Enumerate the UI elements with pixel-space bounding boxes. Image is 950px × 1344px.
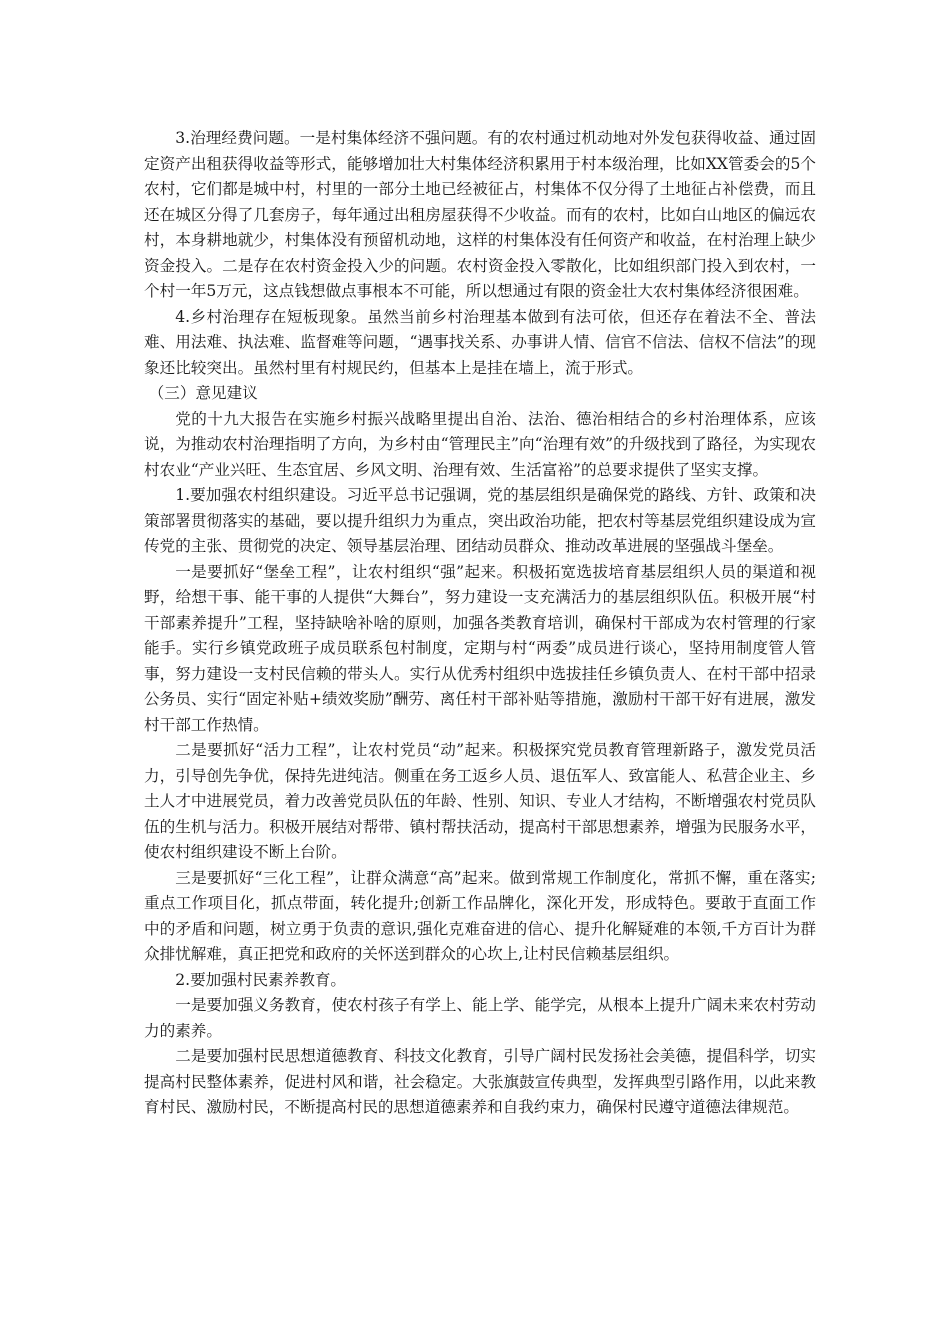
paragraph-fortress-project: 一是要抓好“堡垒工程”，让农村组织“强”起来。积极拓宽选拔培育基层组织人员的渠道和视野，给想干事、能干事的人提供“大舞台”，努力建设一支充满活力的基层组织队伍。积极开展“村干部素养提升”工程，坚持缺啥补啥的原则，加强各类教育培训，确保村干部成为农村管理的行家能手。实行乡镇党政班子成员联系包村制度，定期与村“两委”成员进行谈心，坚持用制度管人管事，努力建设一支村民信赖的带头人。实行从优秀村组织中选拔挂任乡镇负责人、在村干部中招录公务员、实行“固定补贴+绩效奖励”酬劳、离任村干部补贴等措施，激励村干部干好有进展，激发村干部工作热情。 [144, 562, 816, 734]
paragraph-organization-building: 1.要加强农村组织建设。习近平总书记强调，党的基层组织是确保党的路线、方针、政策和决策部署贯彻落实的基础，要以提升组织力为重点，突出政治功能，把农村等基层党组织建设成为宣传党的主张、贯彻党的决定、领导基层治理、团结动员群众、推动改革进展的坚强战斗堡垒。 [144, 486, 816, 555]
paragraph-villager-education-heading: 2.要加强村民素养教育。 [175, 970, 347, 989]
paragraph-governance-shortcoming: 4.乡村治理存在短板现象。虽然当前乡村治理基本做到有法可依，但还存在着法不全、普法难、用法难、执法难、监督难等问题，“遇事找关系、办事讲人情、信官不信法、信权不信法”的现象还比较突出。虽然村里有村规民约，但基本上是挂在墙上，流于形式。 [144, 307, 816, 377]
paragraph-nineteenth-congress: 党的十九大报告在实施乡村振兴战略里提出自治、法治、德治相结合的乡村治理体系，应该说，为推动农村治理指明了方向，为乡村由“管理民主”向“治理有效”的升级找到了路径，为实现农村农业“产业兴旺、生态宜居、乡风文明、治理有效、生活富裕”的总要求提供了坚实支撑。 [144, 409, 816, 479]
paragraph-funding-issue: 3.治理经费问题。一是村集体经济不强问题。有的农村通过机动地对外发包获得收益、通过固定资产出租获得收益等形式，能够增加壮大村集体经济积累用于村本级治理，比如XX管委会的5个农村，它们都是城中村，村里的一部分土地已经被征占，村集体不仅分得了土地征占补偿费，而且还在城区分得了几套房子，每年通过出租房屋获得不少收益。而有的农村，比如白山地区的偏远农村，本身耕地就少，村集体没有预留机动地，这样的村集体没有任何资产和收益，在村治理上缺少资金投入。二是存在农村资金投入少的问题。农村资金投入零散化，比如组织部门投入到农村，一个村一年5万元，这点钱想做点事根本不可能，所以想通过有限的资金壮大农村集体经济很困难。 [144, 129, 816, 300]
paragraph-compulsory-education: 一是要加强义务教育，使农村孩子有学上、能上学、能学完，从根本上提升广阔未来农村劳动力的素养。 [144, 996, 816, 1040]
paragraph-moral-education: 二是要加强村民思想道德教育、科技文化教育，引导广阔村民发扬社会美德，提倡科学，切实提高村民整体素养，促进村风和谐，社会稳定。大张旗鼓宣传典型，发挥典型引路作用，以此来教育村民、激励村民，不断提高村民的思想道德素养和自我约束力，确保村民遵守道德法律规范。 [144, 1047, 816, 1116]
section-heading-suggestions: （三）意见建议 [148, 384, 258, 402]
paragraph-vitality-project: 二是要抓好“活力工程”，让农村党员“动”起来。积极探究党员教育管理新路子，激发党员活力，引导创先争优，保持先进纯洁。侧重在务工返乡人员、退伍军人、致富能人、私营企业主、乡土人才中进展党员，着力改善党员队伍的年龄、性别、知识、专业人才结构，不断增强农村党员队伍的生机与活力。积极开展结对帮带、镇村帮扶活动，提高村干部思想素养，增强为民服务水平，使农村组织建设不断上台阶。 [144, 741, 816, 861]
document-body [144, 126, 816, 1121]
paragraph-three-modernization-project: 三是要抓好“三化工程”，让群众满意“高”起来。做到常规工作制度化，常抓不懈，重在落实;重点工作项目化，抓点带面，转化提升;创新工作品牌化，深化开发，形成特色。要敢于直面工作中的矛盾和问题，树立勇于负责的意识,强化克难奋进的信心、提升化解疑难的本领,千方百计为群众排忧解难，真正把党和政府的关怀送到群众的心坎上,让村民信赖基层组织。 [144, 868, 816, 963]
